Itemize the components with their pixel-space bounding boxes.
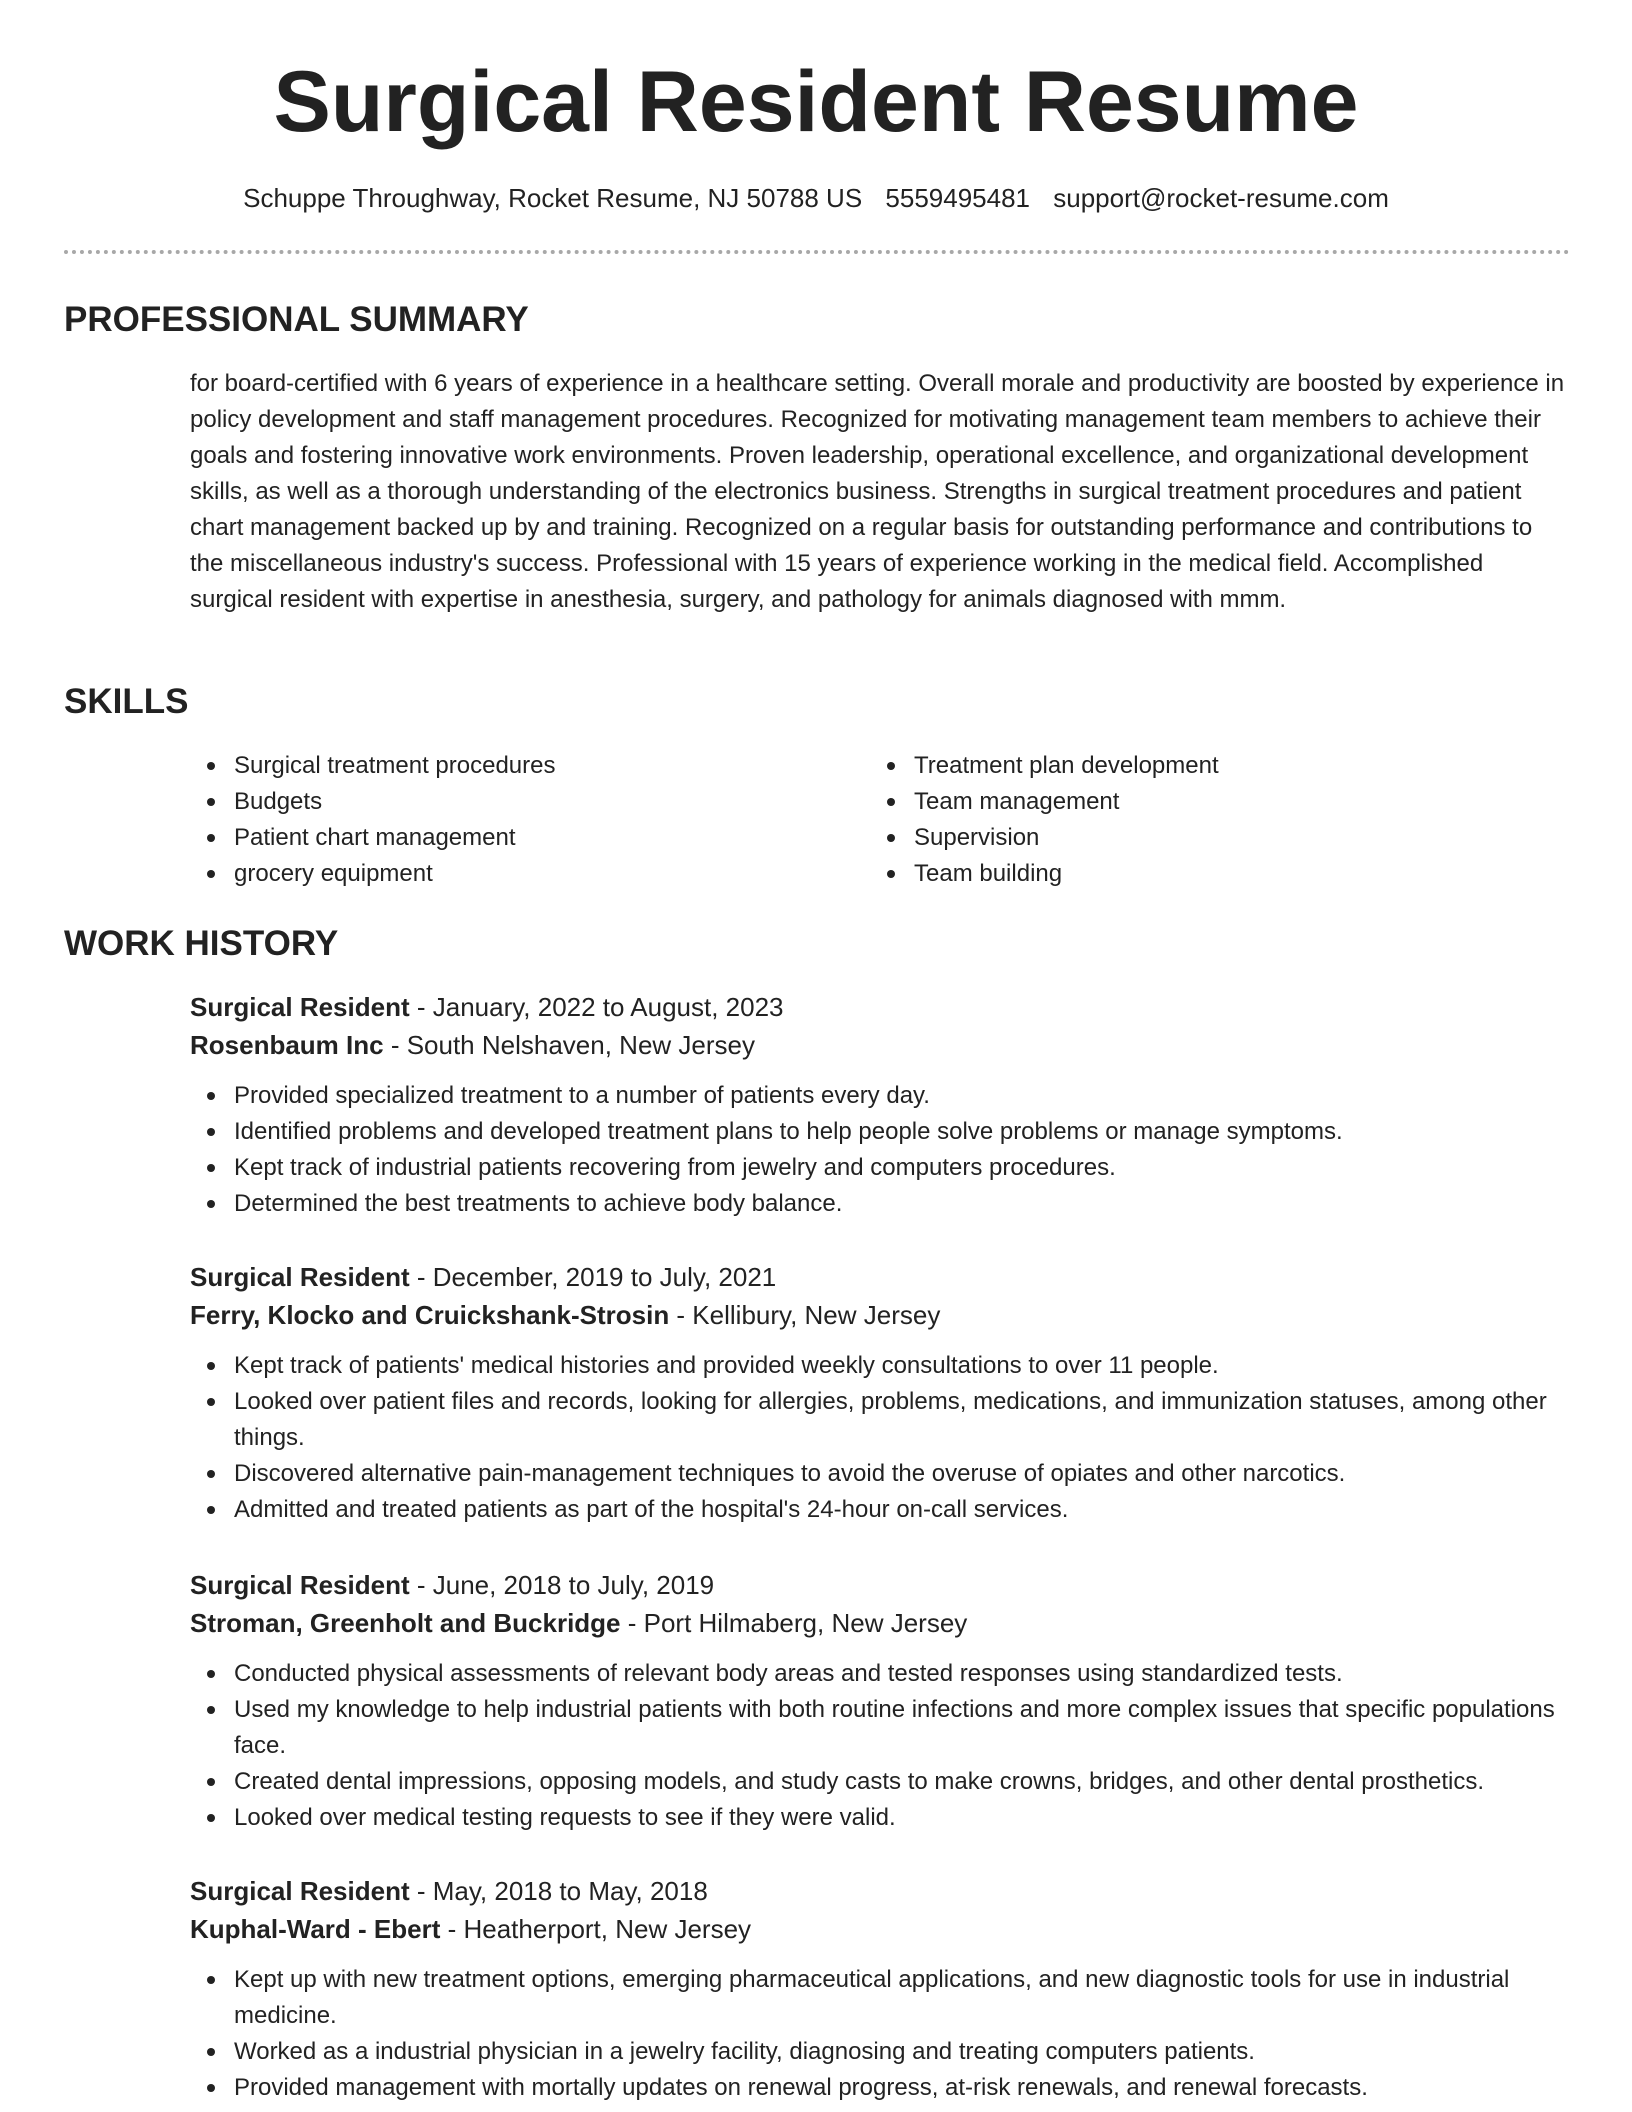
skill-item: grocery equipment: [190, 856, 830, 892]
job-bullet: Worked as a industrial physician in a jewelry facility, diagnosing and treating computers patients.: [190, 2034, 1580, 2070]
contact-phone: 5559495481: [885, 183, 1031, 213]
job-bullet: Kept up with new treatment options, emerging pharmaceutical applications, and new diagnostic tools for use in industrial medicine.: [190, 1962, 1580, 2034]
summary-text: for board-certified with 6 years of experience in a healthcare setting. Overall morale and productivity are boosted by experience in policy development and staff management procedures. Recognized for motivating management team members to achieve their goals and fostering innovative work environments. Proven leadership, operational excellence, and organizational development skills, as well as a thorough understanding of the electronics business. Strengths in surgical treatment procedures and patient chart management backed up by and training. Recognized on a regular basis for outstanding performance and contributions to the miscellaneous industry's success. Professional with 15 years of experience working in the medical field. Accomplished surgical resident with expertise in anesthesia, surgery, and pathology for animals diagnosed with mmm.: [190, 370, 1565, 613]
job-title-line: [190, 988, 1580, 1026]
job-title-line: [190, 1872, 1580, 1910]
job-title: Surgical Resident: [190, 992, 410, 1022]
job-bullet: Provided specialized treatment to a number of patients every day.: [190, 1078, 1580, 1114]
job-bullet: Determined the best treatments to achieve body balance.: [190, 1186, 1580, 1222]
job-bullet: Identified problems and developed treatment plans to help people solve problems or manage symptoms.: [190, 1114, 1580, 1150]
job-company: Rosenbaum Inc: [190, 1030, 384, 1060]
header-divider: [64, 250, 1570, 254]
job-bullet: Conducted physical assessments of relevant body areas and tested responses using standardized tests.: [190, 1656, 1580, 1692]
job-bullet: Created dental impressions, opposing models, and study casts to make crowns, bridges, and other dental prosthetics.: [190, 1764, 1580, 1800]
skill-item: Surgical treatment procedures: [190, 748, 830, 784]
job-company: Ferry, Klocko and Cruickshank-Strosin: [190, 1300, 670, 1330]
summary-heading: PROFESSIONAL SUMMARY: [64, 300, 529, 339]
job-entry: [190, 1258, 1580, 1528]
job-bullets: [190, 1078, 1580, 1222]
contact-line: [0, 180, 1632, 216]
job-bullets: [190, 1656, 1580, 1836]
job-bullets: [190, 1962, 1580, 2106]
job-company-line: [190, 1910, 1580, 1948]
job-bullet: Discovered alternative pain-management techniques to avoid the overuse of opiates and other narcotics.: [190, 1456, 1580, 1492]
resume-title: Surgical Resident Resume: [273, 54, 1359, 150]
skills-list-left: [190, 748, 830, 892]
job-company: Stroman, Greenholt and Buckridge: [190, 1608, 621, 1638]
skill-item: Team building: [870, 856, 1510, 892]
job-entry: [190, 1872, 1580, 2106]
job-company-line: [190, 1604, 1580, 1642]
job-dates: - May, 2018 to May, 2018: [409, 1876, 708, 1906]
job-bullet: Kept track of industrial patients recovering from jewelry and computers procedures.: [190, 1150, 1580, 1186]
skills-list-right: [870, 748, 1510, 892]
job-dates: - January, 2022 to August, 2023: [409, 992, 784, 1022]
job-company-line: [190, 1026, 1580, 1064]
job-location: - Kellibury, New Jersey: [669, 1300, 941, 1330]
job-title: Surgical Resident: [190, 1876, 410, 1906]
job-company-line: [190, 1296, 1580, 1334]
job-title-line: [190, 1258, 1580, 1296]
job-entry: [190, 988, 1580, 1222]
contact-address: Schuppe Throughway, Rocket Resume, NJ 50788 US: [243, 183, 863, 213]
job-company: Kuphal-Ward - Ebert: [190, 1914, 441, 1944]
job-location: - South Nelshaven, New Jersey: [383, 1030, 755, 1060]
job-title: Surgical Resident: [190, 1262, 410, 1292]
job-bullet: Provided management with mortally updates on renewal progress, at-risk renewals, and renewal forecasts.: [190, 2070, 1580, 2106]
skills-heading: SKILLS: [64, 682, 189, 721]
job-location: - Port Hilmaberg, New Jersey: [620, 1608, 968, 1638]
job-dates: - June, 2018 to July, 2019: [409, 1570, 715, 1600]
job-bullet: Admitted and treated patients as part of the hospital's 24-hour on-call services.: [190, 1492, 1580, 1528]
work-history-heading: WORK HISTORY: [64, 924, 339, 963]
skill-item: Supervision: [870, 820, 1510, 856]
job-bullet: Used my knowledge to help industrial patients with both routine infections and more complex issues that specific populations face.: [190, 1692, 1580, 1764]
job-bullet: Kept track of patients' medical histories and provided weekly consultations to over 11 people.: [190, 1348, 1580, 1384]
job-location: - Heatherport, New Jersey: [440, 1914, 752, 1944]
job-bullet: Looked over patient files and records, looking for allergies, problems, medications, and immunization statuses, among other things.: [190, 1384, 1580, 1456]
skill-item: Team management: [870, 784, 1510, 820]
skill-item: Patient chart management: [190, 820, 830, 856]
job-title-line: [190, 1566, 1580, 1604]
job-dates: - December, 2019 to July, 2021: [409, 1262, 777, 1292]
skill-item: Budgets: [190, 784, 830, 820]
job-entry: [190, 1566, 1580, 1836]
job-title: Surgical Resident: [190, 1570, 410, 1600]
job-bullets: [190, 1348, 1580, 1528]
skill-item: Treatment plan development: [870, 748, 1510, 784]
job-bullet: Looked over medical testing requests to see if they were valid.: [190, 1800, 1580, 1836]
contact-email: support@rocket-resume.com: [1053, 183, 1389, 213]
